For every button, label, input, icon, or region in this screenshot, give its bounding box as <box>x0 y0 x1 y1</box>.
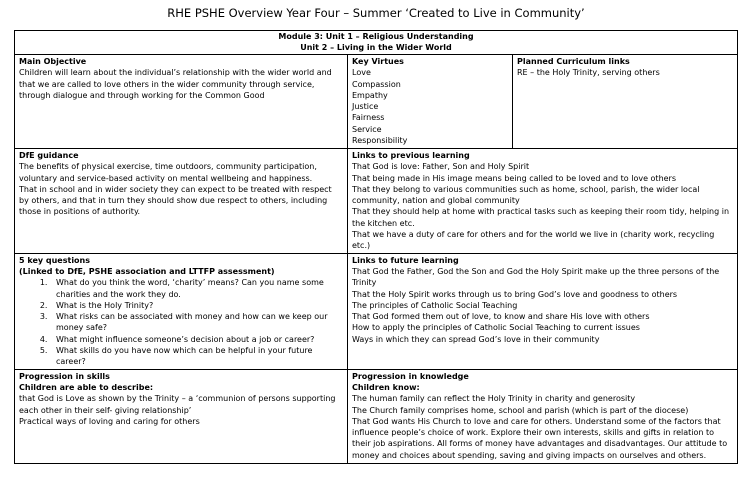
virtue-item: Service <box>352 124 382 134</box>
dfe-guidance-paragraph: The benefits of physical exercise, time outdoors, community participation, voluntary and service-based activity on mental wellbeing and happiness. <box>19 162 317 183</box>
guidance-row <box>15 149 738 254</box>
knowledge-item: The Church family comprises home, school and parish (which is part of the diocese) <box>352 405 689 415</box>
skills-subheading: Children are able to describe: <box>19 382 154 392</box>
future-learning-item: That the Holy Spirit works through us to bring God’s love and goodness to others <box>352 289 678 299</box>
main-objective-text: Children will learn about the individual’s relationship with the wider world and that we are called to love others in the wider community through service, through dialogue and through working for the Common Good <box>19 68 332 100</box>
dfe-guidance-cell <box>15 149 348 254</box>
objective-row <box>15 55 738 149</box>
main-objective-cell <box>15 55 348 149</box>
questions-row <box>15 253 738 369</box>
module-header-cell <box>15 31 738 55</box>
future-learning-item: How to apply the principles of Catholic Social Teaching to current issues <box>352 323 640 333</box>
curriculum-links-text: RE – the Holy Trinity, serving others <box>517 68 660 78</box>
curriculum-links-cell <box>513 55 738 149</box>
previous-learning-item: That being made in His image means being called to be loved and to love others <box>352 173 677 183</box>
dfe-guidance-heading: DfE guidance <box>19 151 79 160</box>
knowledge-item: That God wants His Church to love and care for others. Understand some of the factors that influence people’s choice of work. Explore their own interests, skills and gifts in relation to their job aspirations. All forms of money have advantages and disadvantages. Our attitude to money and choices about spending, saving and giving impacts on ourselves and others. <box>352 416 728 460</box>
previous-learning-item: That they should help at home with practical tasks such as keeping their room tidy, helping in the kitchen etc. <box>352 207 730 228</box>
virtue-item: Love <box>352 68 371 78</box>
curriculum-links-heading: Planned Curriculum links <box>517 57 630 66</box>
key-questions-subheading: (Linked to DfE, PSHE association and LTTFP assessment) <box>19 266 275 276</box>
previous-learning-cell <box>348 149 738 254</box>
key-question-item: 3. What risks can be associated with money and how can we keep our money safe? <box>50 311 343 334</box>
dfe-guidance-paragraph: That in school and in wider society they can expect to be treated with respect by others, and that in turn they should show due respect to others, including those in positions of authority. <box>19 184 332 217</box>
virtue-item: Fairness <box>352 113 385 123</box>
virtue-item: Justice <box>352 102 379 112</box>
future-learning-item: Ways in which they can spread God’s love in their community <box>352 334 600 344</box>
key-question-item: 5. What skills do you have now which can be helpful in your future career? <box>50 345 343 368</box>
module-row <box>15 31 738 55</box>
document-title: RHE PSHE Overview Year Four – Summer ‘Created to Live in Community’ <box>167 6 585 20</box>
knowledge-cell <box>348 369 738 463</box>
key-questions-cell <box>15 253 348 369</box>
future-learning-item: That God the Father, God the Son and God the Holy Spirit make up the three persons of the Trinity <box>352 266 720 288</box>
virtue-item: Empathy <box>352 90 388 100</box>
module-line-2: Unit 2 – Living in the Wider World <box>300 42 452 52</box>
key-question-item: 2. What is the Holy Trinity? <box>50 300 343 311</box>
future-learning-item: That God formed them out of love, to know and share His love with others <box>352 312 650 322</box>
previous-learning-heading: Links to previous learning <box>352 151 470 160</box>
knowledge-heading: Progression in knowledge <box>352 371 469 381</box>
key-virtues-heading: Key Virtues <box>352 57 404 66</box>
future-learning-heading: Links to future learning <box>352 255 459 265</box>
future-learning-cell <box>348 253 738 369</box>
key-questions-heading: 5 key questions <box>19 255 91 265</box>
progression-row <box>15 369 738 463</box>
knowledge-item: The human family can reflect the Holy Trinity in charity and generosity <box>352 394 636 404</box>
key-questions-list <box>19 277 343 367</box>
knowledge-subheading: Children know: <box>352 382 420 392</box>
overview-table <box>14 30 738 464</box>
key-virtues-cell <box>348 55 513 149</box>
skills-cell <box>15 369 348 463</box>
virtue-item: Compassion <box>352 79 401 89</box>
key-question-item: 4. What might influence someone’s decision about a job or career? <box>50 334 343 345</box>
skills-item: Practical ways of loving and caring for others <box>19 416 200 426</box>
previous-learning-item: That we have a duty of care for others and for the world we live in (charity work, recycling etc.) <box>352 230 715 251</box>
skills-heading: Progression in skills <box>19 371 110 381</box>
future-learning-item: The principles of Catholic Social Teaching <box>352 300 518 310</box>
previous-learning-item: That they belong to various communities such as home, school, parish, the wider local community, nation and global community <box>352 184 700 206</box>
skills-item: that God is Love as shown by the Trinity – a ‘communion of persons supporting each other in their self- giving relationship’ <box>19 394 336 415</box>
virtue-item: Responsibility <box>352 136 408 146</box>
module-line-1: Module 3: Unit 1 – Religious Understanding <box>278 32 474 41</box>
main-objective-heading: Main Objective <box>19 57 87 66</box>
key-question-item: 1. What do you think the word, ‘charity’ means? Can you name some charities and the work they do. <box>50 277 343 300</box>
previous-learning-item: That God is love: Father, Son and Holy Spirit <box>352 162 530 172</box>
